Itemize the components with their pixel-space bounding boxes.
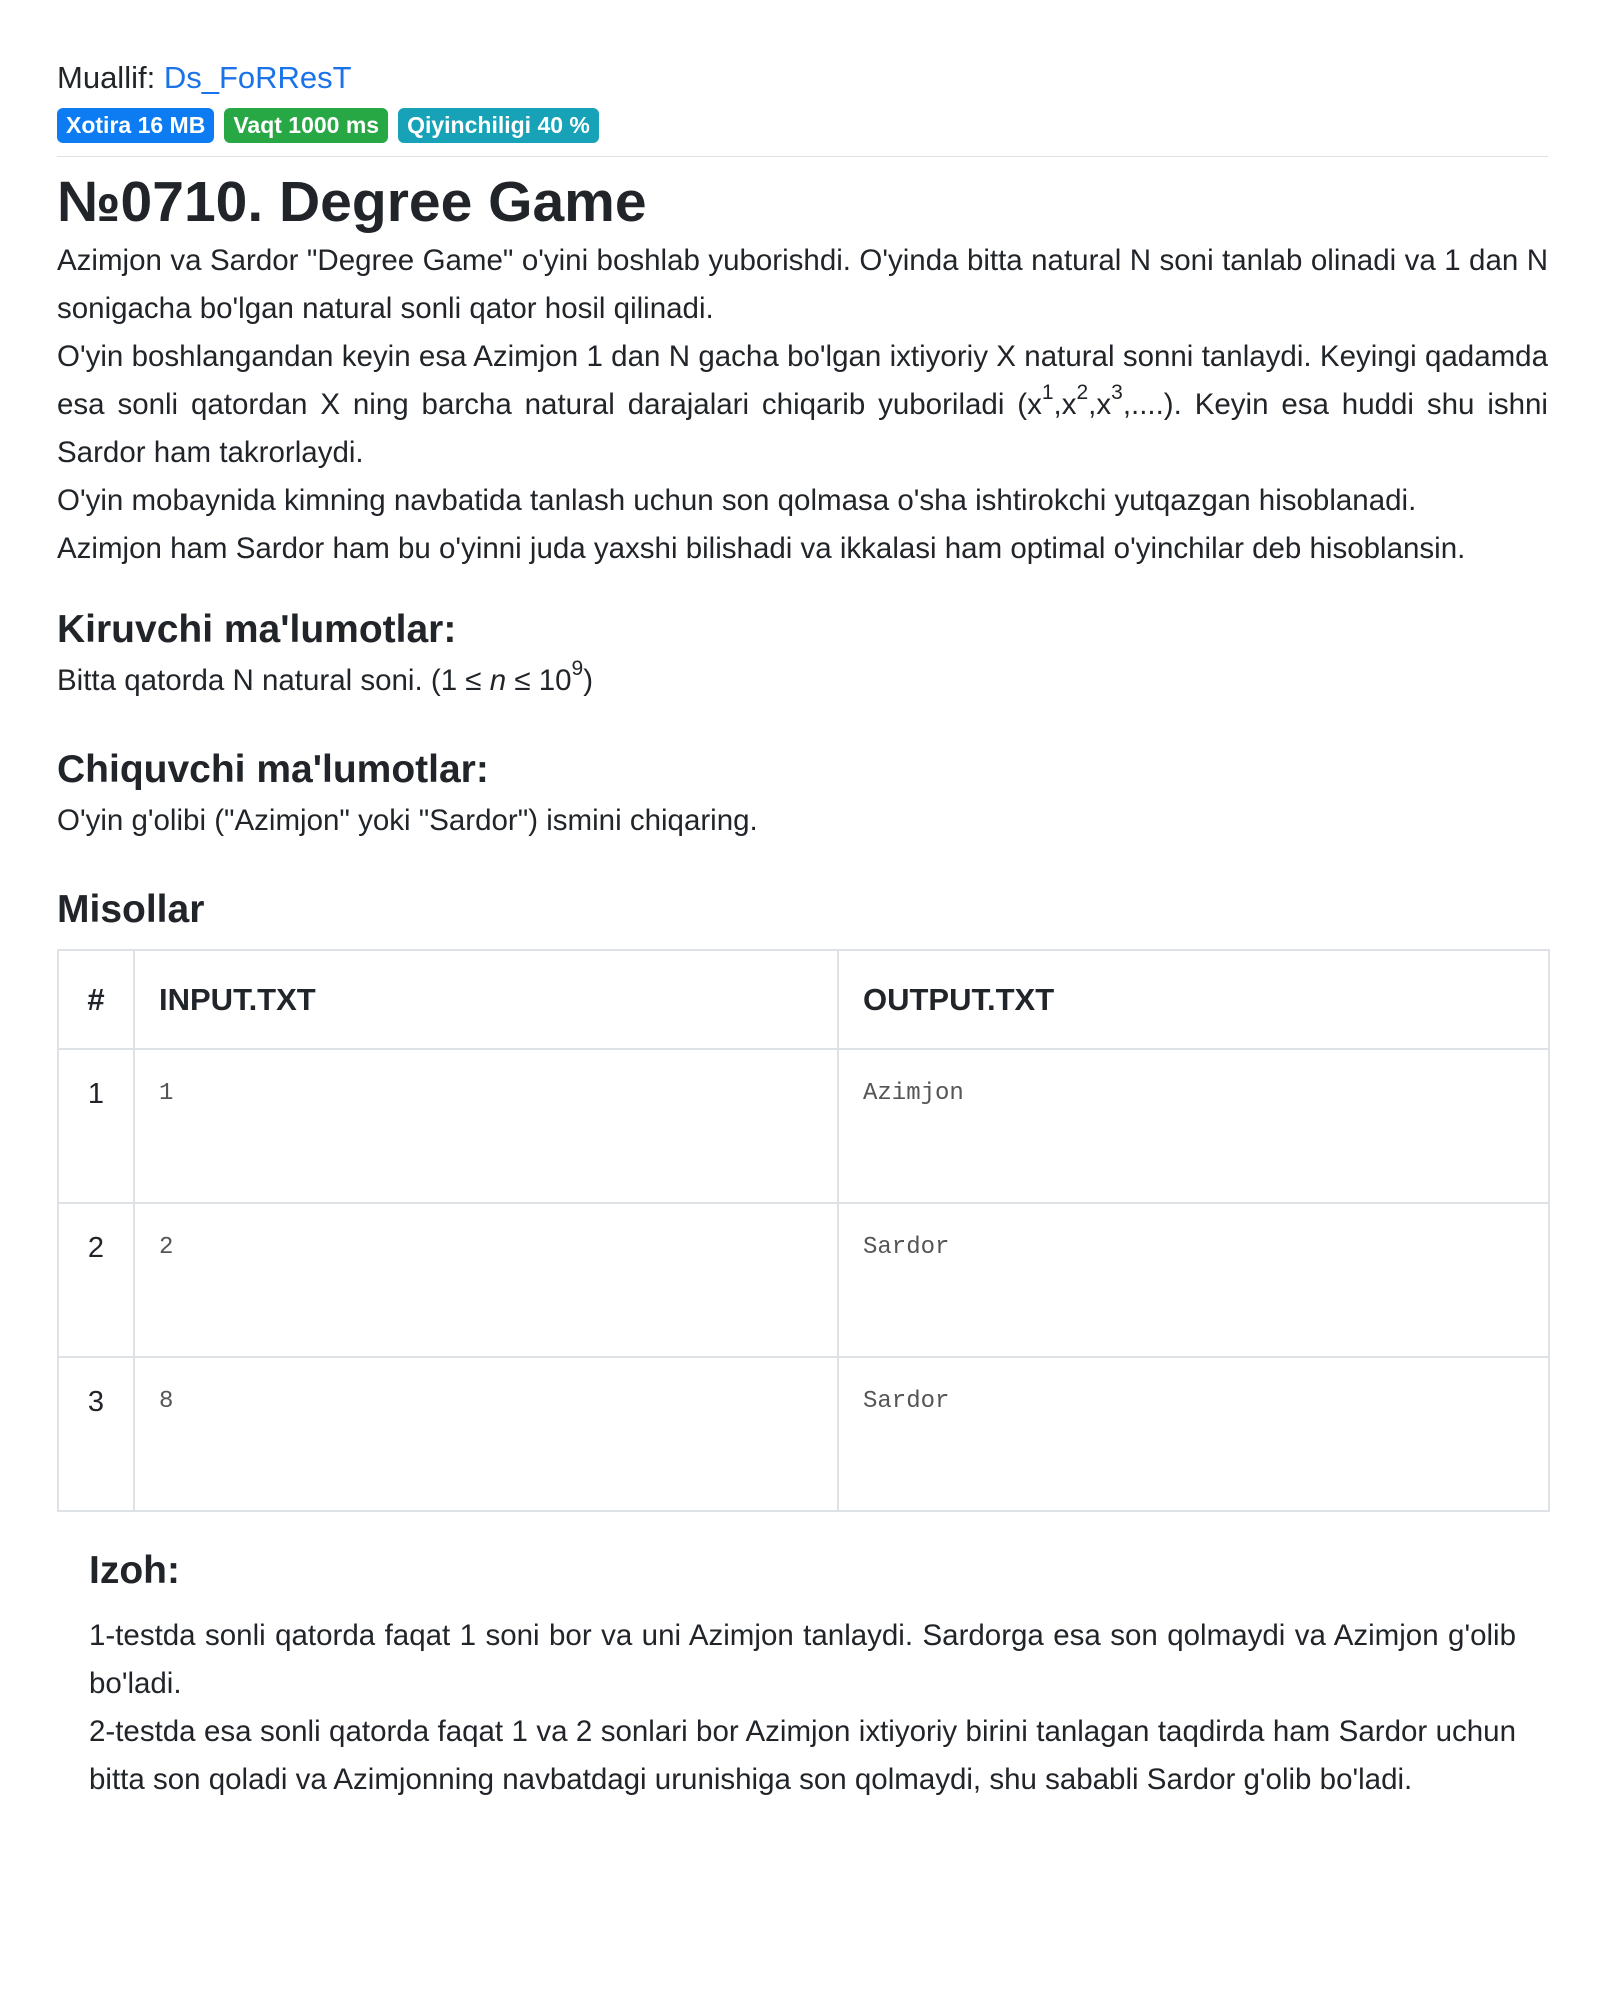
statement-p2-tail: ,....). Keyin esa huddi shu ishni Sardor ham takrorlaydi. — [57, 388, 1548, 469]
statement-paragraph-1: Azimjon va Sardor "Degree Game" o'yini boshlab yuborishdi. O'yinda bitta natural N soni tanlab olinadi va 1 dan N sonigacha bo'lgan natural sonli qator hosil qilinadi. — [57, 244, 1548, 325]
note-heading: Izoh: — [89, 1549, 180, 1592]
note-text — [89, 1612, 1516, 1804]
input-heading: Kiruvchi ma'lumotlar: — [57, 608, 457, 651]
output-description: O'yin g'olibi ("Azimjon" yoki "Sardor") ismini chiqaring. — [57, 804, 758, 837]
row-number: 3 — [58, 1357, 134, 1511]
power-exponent-2: 2 — [1076, 381, 1089, 405]
memory-badge: Xotira 16 MB — [57, 108, 214, 143]
row-number: 1 — [58, 1049, 134, 1203]
header-output: OUTPUT.TXT — [838, 950, 1549, 1049]
input-text-mid: ≤ 10 — [506, 664, 572, 697]
power-exponent-3: 3 — [1111, 381, 1123, 405]
author-line — [57, 56, 1548, 100]
statement-p2-text: O'yin boshlangandan keyin esa Azimjon 1 dan N gacha bo'lgan ixtiyoriy X natural sonni tanlaydi. Keyingi qadamda esa sonli qatordan X ning barcha natural darajalari chiqarib yuboriladi ( — [57, 340, 1548, 421]
row-output: Sardor — [838, 1203, 1549, 1357]
row-input: 1 — [134, 1049, 838, 1203]
power-base: x — [1096, 388, 1112, 421]
examples-table — [57, 949, 1550, 1512]
author-link[interactable]: Ds_FoRResT — [163, 60, 352, 95]
input-section — [57, 603, 1548, 705]
statement-paragraph-4: Azimjon ham Sardor ham bu o'yinni juda yaxshi bilishadi va ikkalasi ham optimal o'yinchilar deb hisoblansin. — [57, 532, 1466, 565]
note-paragraph-2: 2-testda esa sonli qatorda faqat 1 va 2 sonlari bor Azimjon ixtiyoriy birini tanlagan taqdirda ham Sardor uchun bitta son qoladi va Azimjonning navbatdagi urunishiga son qolmaydi, shu sababli Sardor g'olib bo'ladi. — [89, 1715, 1516, 1796]
output-heading: Chiquvchi ma'lumotlar: — [57, 748, 489, 791]
comma: , — [1053, 388, 1062, 421]
comma: , — [1088, 388, 1097, 421]
header-number: # — [58, 950, 134, 1049]
limits-badges — [57, 108, 1548, 143]
examples-heading: Misollar — [57, 888, 205, 931]
header-divider — [57, 156, 1548, 157]
output-section — [57, 743, 1548, 845]
time-badge: Vaqt 1000 ms — [224, 108, 388, 143]
row-number: 2 — [58, 1203, 134, 1357]
row-input: 8 — [134, 1357, 838, 1511]
table-header-row — [58, 950, 1549, 1049]
row-output: Sardor — [838, 1357, 1549, 1511]
input-text-end: ) — [583, 664, 594, 697]
table-row — [58, 1357, 1549, 1511]
row-output: Azimjon — [838, 1049, 1549, 1203]
statement-paragraph-2 — [57, 333, 1548, 477]
power-base: x — [1061, 388, 1077, 421]
note-paragraph-1: 1-testda sonli qatorda faqat 1 soni bor va uni Azimjon tanlaydi. Sardorga esa son qolmaydi va Azimjon g'olib bo'ladi. — [89, 1619, 1516, 1700]
header-input: INPUT.TXT — [134, 950, 838, 1049]
problem-statement — [57, 237, 1548, 573]
page-title: №0710. Degree Game — [57, 170, 647, 234]
power-base: x — [1027, 388, 1042, 421]
input-variable: n — [489, 664, 507, 697]
table-row — [58, 1203, 1549, 1357]
difficulty-badge: Qiyinchiligi 40 % — [398, 108, 599, 143]
input-exponent: 9 — [571, 657, 584, 681]
input-description — [57, 657, 1548, 705]
problem-content — [57, 56, 1548, 1804]
input-text: Bitta qatorda N natural soni. (1 ≤ — [57, 664, 490, 697]
examples-section — [57, 883, 1548, 1512]
row-input: 2 — [134, 1203, 838, 1357]
note-section — [89, 1544, 1516, 1804]
power-exponent-1: 1 — [1041, 381, 1054, 405]
author-label: Muallif: — [57, 60, 156, 95]
table-row — [58, 1049, 1549, 1203]
statement-paragraph-3: O'yin mobaynida kimning navbatida tanlash uchun son qolmasa o'sha ishtirokchi yutqazgan hisoblanadi. — [57, 484, 1417, 517]
